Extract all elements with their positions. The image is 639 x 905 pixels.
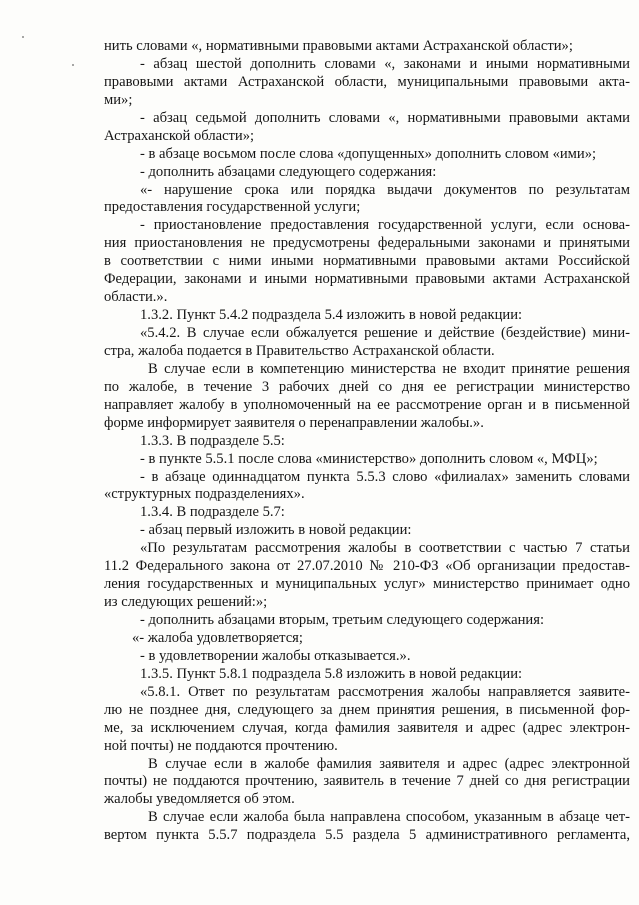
text-line: 1.3.3. В подразделе 5.5: [140, 432, 285, 449]
text-line: ния приостановления не предусмотрены федеральными законами и принятыми [104, 235, 630, 252]
text-line: «- нарушение срока или порядка выдачи документов по результатам [140, 181, 630, 198]
text-line: стра, жалоба подается в Правительство Астраханской области. [104, 342, 495, 359]
text-line: ме, за исключением случая, когда фамилия заявителя и адрес (адрес электрон- [104, 719, 630, 736]
text-line: Федерации, законами и иными нормативными правовыми актами Астраханской [104, 271, 630, 288]
text-line: В случае если жалоба была направлена способом, указанным в абзаце чет- [148, 809, 630, 826]
text-line: 1.3.2. Пункт 5.4.2 подраздела 5.4 изложить в новой редакции: [140, 307, 523, 324]
text-line: ми»; [104, 91, 133, 108]
text-line: из следующих решений:»; [104, 594, 268, 611]
text-line: в соответствии с ними иными нормативными правовыми актами Российской [104, 253, 630, 270]
text-line: 1.3.4. В подразделе 5.7: [140, 504, 285, 521]
text-line: - дополнить абзацами вторым, третьим следующего содержания: [140, 612, 545, 628]
text-line: - абзац первый изложить в новой редакции: [140, 522, 412, 539]
text-line: В случае если в жалобе фамилия заявителя и адрес (адрес электронной [148, 755, 630, 772]
text-line: - в абзаце восьмом после слова «допущенных» дополнить словом «ими»; [140, 145, 597, 162]
text-line: по жалобе, в течение 3 рабочих дней со дня ее регистрации министерство [104, 378, 630, 395]
text-line: - абзац шестой дополнить словами «, законами и иными нормативными [140, 55, 630, 72]
text-line: Астраханской области»; [104, 127, 255, 144]
text-line: ления государственных и муниципальных услуг» министерство принимает одно [104, 576, 630, 593]
text-line: 11.2 Федерального закона от 27.07.2010 № 210-ФЗ «Об организации предостав- [104, 558, 630, 575]
text-line: области.». [104, 289, 168, 306]
text-line: - в удовлетворении жалобы отказывается.». [140, 647, 411, 664]
text-line: предоставления государственной услуги; [104, 199, 361, 216]
text-line: направляет жалобу в уполномоченный на ее рассмотрение орган и в письменной [104, 396, 630, 413]
text-line: - дополнить абзацами следующего содержания: [140, 163, 437, 180]
document-body [104, 38, 630, 845]
text-line: 1.3.5. Пункт 5.8.1 подраздела 5.8 изложить в новой редакции: [140, 665, 523, 682]
text-line: - в абзаце одиннадцатом пункта 5.5.3 слово «филиалах» заменить словами [140, 468, 630, 485]
text-line: жалобы уведомляется об этом. [104, 791, 295, 808]
text-line: почты) не поддаются прочтению, заявитель в течение 7 дней со дня регистрации [104, 773, 630, 790]
text-line: «5.8.1. Ответ по результатам рассмотрения жалобы направляется заявите- [140, 683, 630, 700]
text-line: форме информирует заявителя о перенаправлении жалобы.». [104, 414, 484, 431]
text-line: В случае если в компетенцию министерства не входит принятие решения [148, 360, 630, 377]
text-line: вертом пункта 5.5.7 подраздела 5.5 раздела 5 административного регламента, [104, 827, 630, 844]
scan-speck [72, 64, 74, 66]
text-line: «- жалоба удовлетворяется; [132, 629, 303, 646]
text-line: ной почты) не поддаются прочтению. [104, 737, 338, 754]
text-line: «структурных подразделениях». [104, 486, 305, 503]
text-line: «По результатам рассмотрения жалобы в соответствии с частью 7 статьи [140, 540, 630, 557]
text-line: правовыми актами Астраханской области, муниципальными правовыми акта- [104, 73, 630, 90]
text-line: - в пункте 5.5.1 после слова «министерство» дополнить словом «, МФЦ»; [140, 450, 598, 467]
text-line: «5.4.2. В случае если обжалуется решение и действие (бездействие) мини- [140, 325, 630, 341]
text-line: нить словами «, нормативными правовыми актами Астраханской области»; [104, 38, 573, 54]
text-line: - приостановление предоставления государственной услуги, если основа- [140, 217, 630, 234]
scan-speck [22, 36, 24, 38]
text-line: - абзац седьмой дополнить словами «, нормативными правовыми актами [140, 109, 630, 126]
text-line: лю не позднее дня, следующего за днем принятия решения, в письменной фор- [104, 701, 630, 718]
